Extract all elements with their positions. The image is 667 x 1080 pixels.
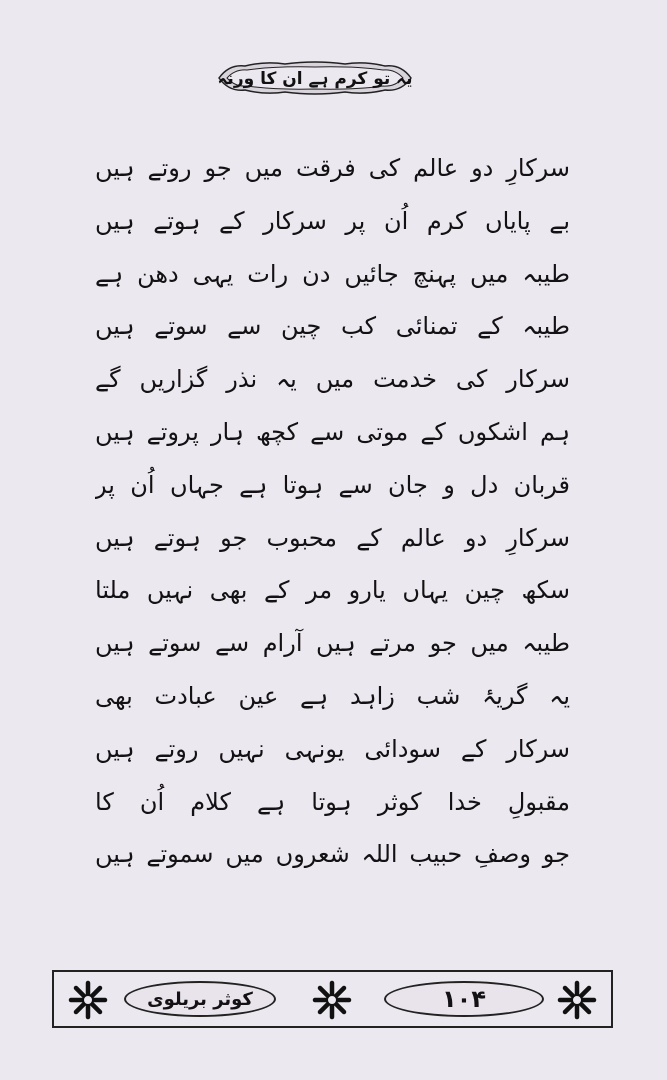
asterisk-flower-icon [557,980,597,1020]
verse-line: مقبولِ خدا کوثر ہوتا ہے کلام اُن کا [95,787,570,816]
verse-line: سرکارِ دو عالم کی فرقت میں جو روتے ہیں [95,154,570,182]
header-title: یہ تو کرم ہے ان کا ورنہ [217,68,413,89]
verse-line: طیبہ میں پہنچ جائیں دن رات یہی دھن ہے [95,259,570,288]
verse-line: طیبہ میں جو مرتے ہیں آرام سے سوتے ہیں [95,629,570,658]
author-name: کوثر بریلوی [147,988,253,1010]
verse-line: طیبہ کے تمنائی کب چین سے سوتے ہیں [95,312,570,341]
page-number: ۱۰۴ [442,985,486,1013]
author-oval [124,981,276,1017]
verse-line: جو وصفِ حبیب اللہ شعروں میں سموتے ہیں [95,840,570,869]
verse-line: بے پایاں کرم اُن پر سرکار کے ہوتے ہیں [95,206,570,235]
verse-block [95,142,570,881]
asterisk-flower-icon [312,980,352,1020]
verse-line: سرکارِ دو عالم کے محبوب جو ہوتے ہیں [95,523,570,552]
verse-line: سرکار کی خدمت میں یہ نذر گزاریں گے [95,365,570,394]
verse-line: ہم اشکوں کے موتی سے کچھ ہار پروتے ہیں [95,417,570,446]
asterisk-flower-icon [68,980,108,1020]
verse-line: سکھ چین یہاں یارو مر کے بھی نہیں ملتا [95,576,570,605]
page-footer [52,970,613,1028]
verse-line: یہ گریۂ شب زاہد ہے عین عبادت بھی [95,681,570,710]
verse-line: قربان دل و جان سے ہوتا ہے جہاں اُن پر [95,470,570,499]
verse-line: سرکار کے سودائی یونہی نہیں روتے ہیں [95,734,570,763]
header-ornament [215,58,415,98]
page-number-oval [384,981,544,1017]
